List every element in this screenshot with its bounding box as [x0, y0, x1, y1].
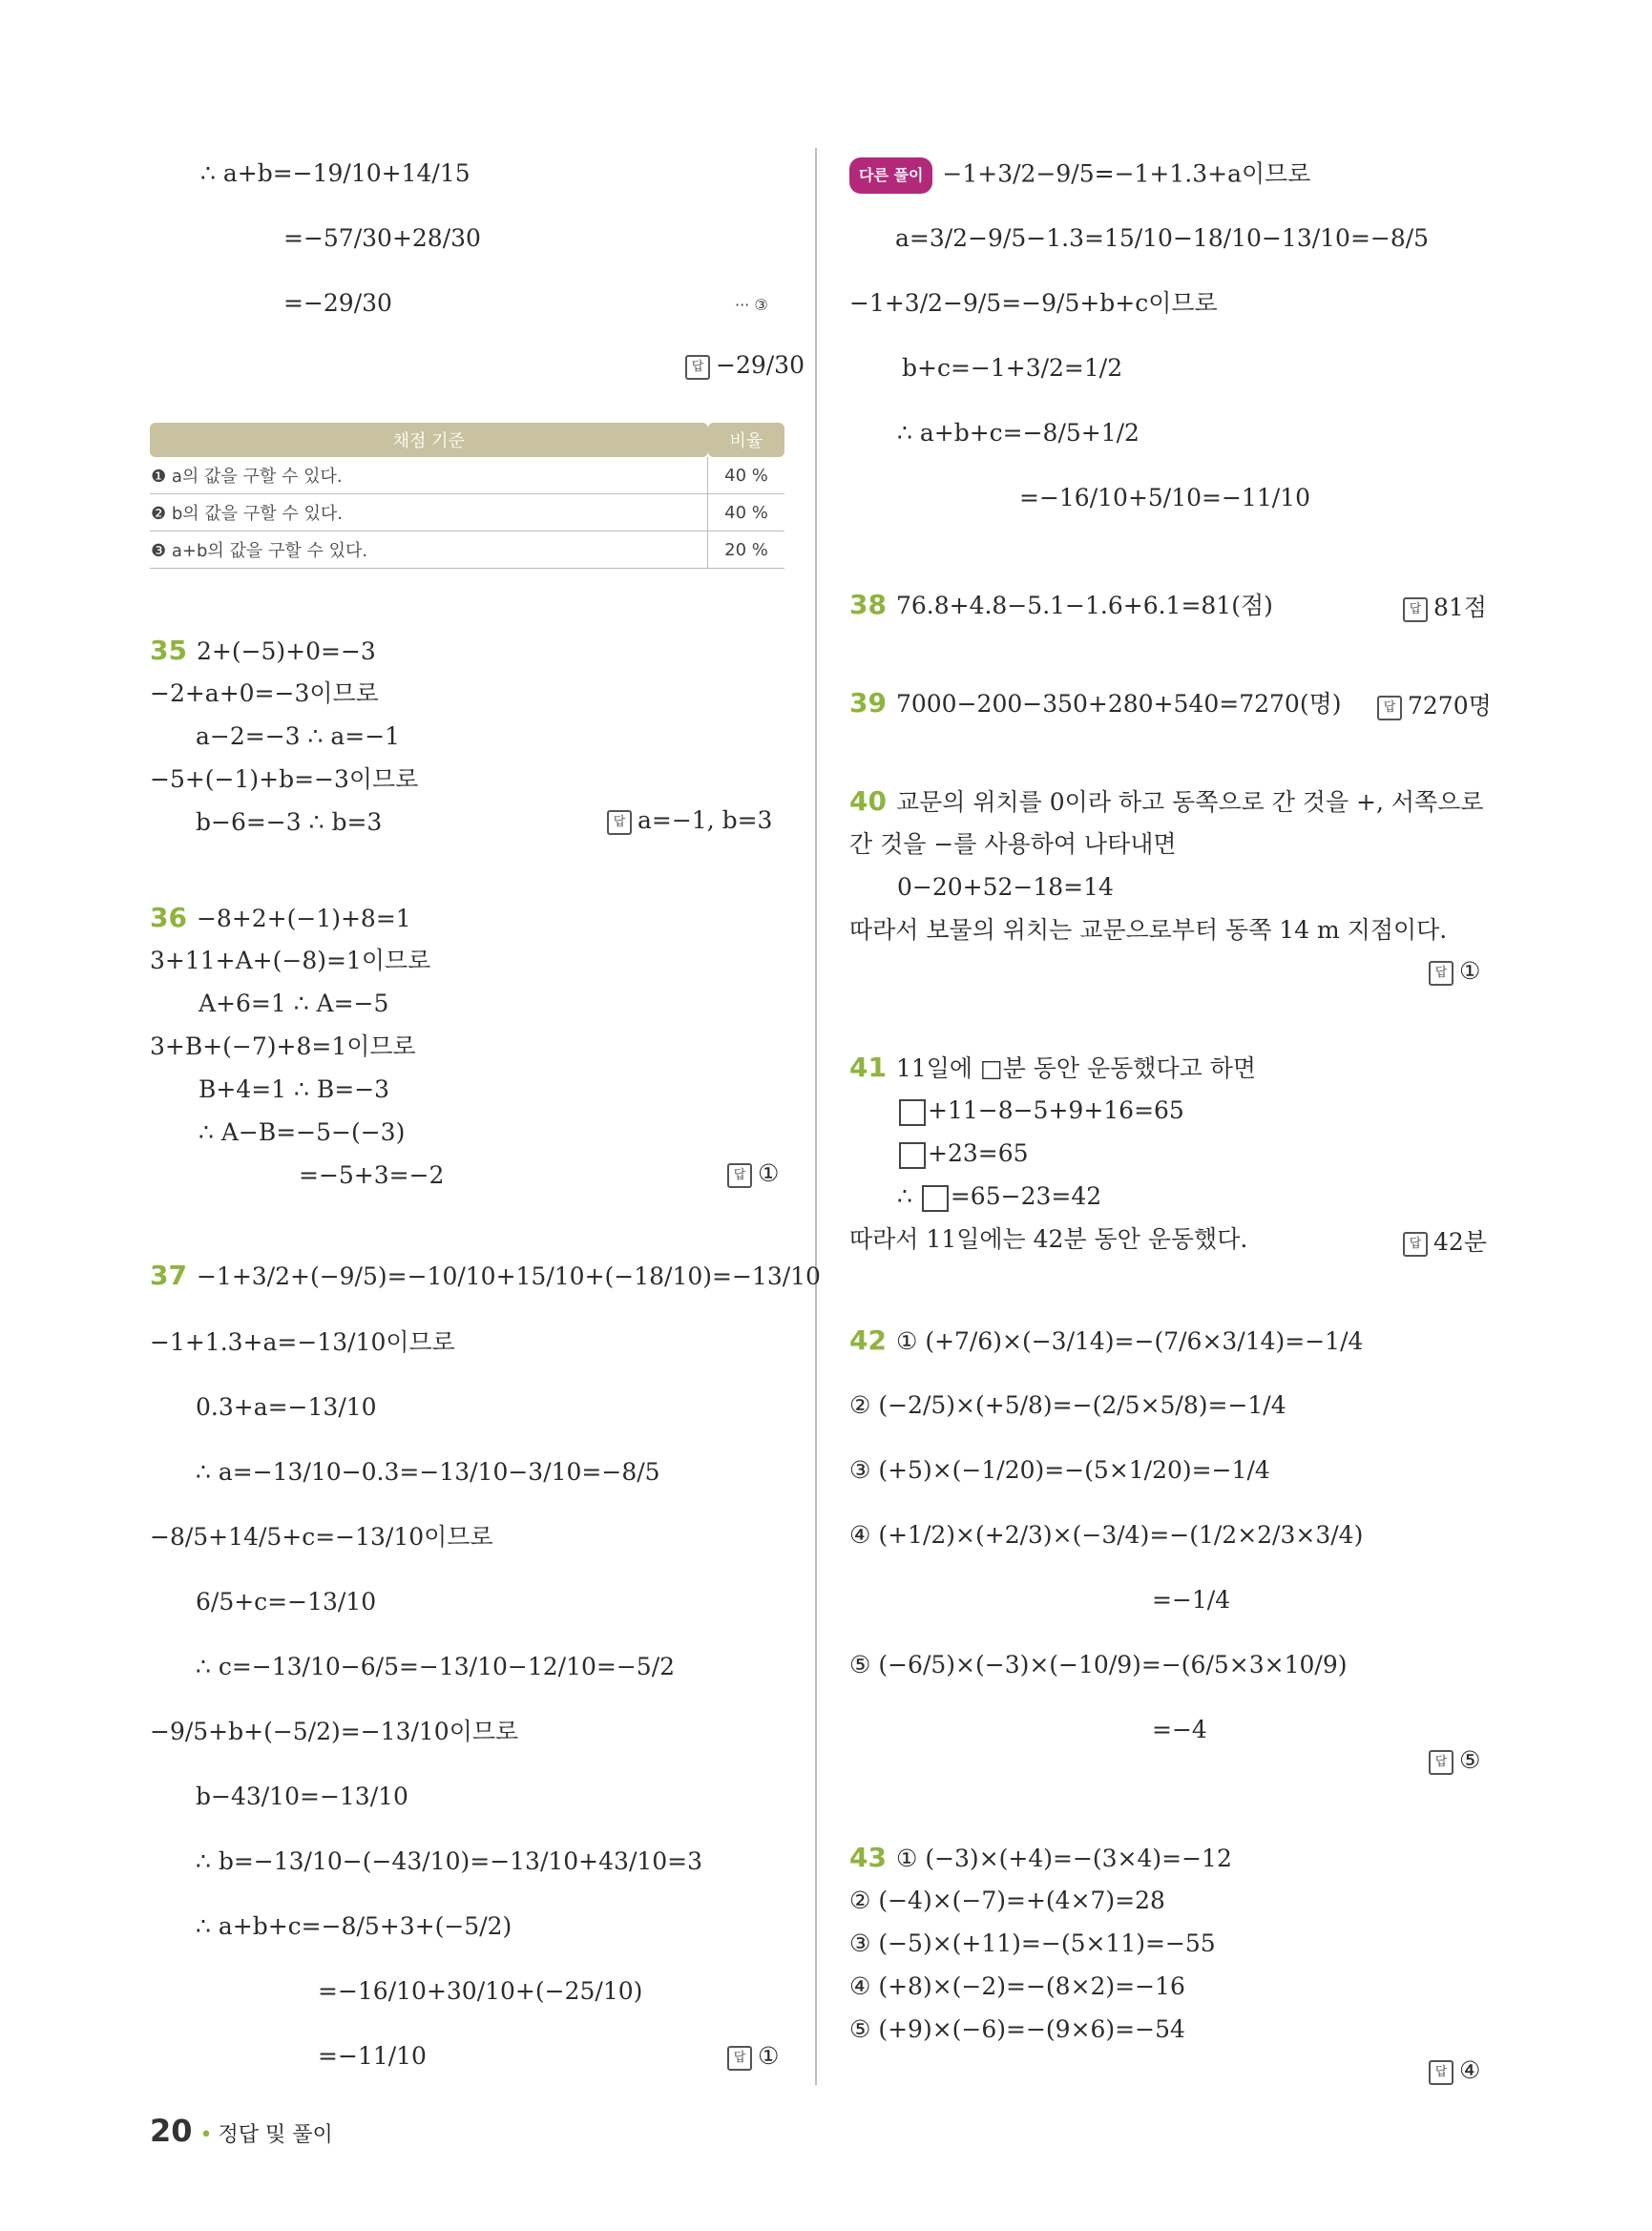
line-text: +11−8−5+9+16=65: [928, 1096, 1184, 1124]
answer-icon: 답: [685, 355, 710, 380]
answer-41: [1403, 1223, 1487, 1258]
line-text: ∴: [897, 1182, 920, 1210]
step-marker: ··· ③: [735, 296, 768, 314]
problem-36-line-3: A+6=1 ∴ A=−5: [199, 990, 389, 1017]
answer-icon: 답: [1429, 961, 1453, 986]
problem-42-line-6: ⑤ (−6/5)×(−3)×(−10/9)=−(6/5×3×10/9): [849, 1651, 1348, 1678]
line-text: 2+(−5)+0=−3: [196, 637, 376, 665]
answer-value: ④: [1459, 2056, 1481, 2084]
problem-number: 39: [849, 687, 887, 719]
criteria-text: a의 값을 구할 수 있다.: [171, 467, 343, 487]
problem-35-line-3: a−2=−3 ∴ a=−1: [196, 722, 401, 750]
alt-solution-line-2: a=3/2−9/5−1.3=15/10−18/10−13/10=−8/5: [895, 224, 1430, 252]
answer-icon: 답: [1403, 1232, 1428, 1257]
problem-37-line-13: =−11/10: [318, 2042, 427, 2070]
problem-41-line-5: 따라서 11일에는 42분 동안 운동했다.: [849, 1225, 1248, 1253]
problem-37-line-12: =−16/10+30/10+(−25/10): [318, 1977, 643, 2005]
problem-number: 37: [150, 1260, 187, 1291]
criteria-text: b의 값을 구할 수 있다.: [171, 504, 344, 524]
answer-value: a=−1, b=3: [638, 806, 773, 834]
scoring-table: [150, 423, 784, 569]
step-number-icon: ❸: [151, 541, 167, 561]
criteria-text: a+b의 값을 구할 수 있다.: [171, 541, 368, 561]
problem-36-line-1: [150, 902, 411, 935]
line-text: −1+3/2−9/5=−1+1.3+a이므로: [942, 159, 1311, 188]
answer-value: ①: [758, 2042, 780, 2070]
answer-top: [685, 351, 805, 380]
problem-43-line-5: ⑤ (+9)×(−6)=−(9×6)=−54: [849, 2015, 1185, 2043]
page-footer: [150, 2113, 333, 2149]
line-text: −8+2+(−1)+8=1: [196, 905, 411, 932]
page-number: 20: [150, 2113, 193, 2149]
alt-solution-badge: 다른 풀이: [849, 157, 932, 194]
line-text: 76.8+4.8−5.1−1.6+6.1=81(점): [895, 592, 1273, 619]
scoring-header-criteria: 채점 기준: [150, 423, 708, 457]
alt-solution-line-4: b+c=−1+3/2=1/2: [902, 354, 1123, 382]
problem-37-line-2: −1+1.3+a=−13/10이므로: [150, 1328, 455, 1356]
blank-box: [899, 1142, 926, 1169]
answer-value: ①: [758, 1159, 780, 1187]
problem-36-line-7: =−5+3=−2: [299, 1161, 445, 1189]
line-text: 7000−200−350+280+540=7270(명): [895, 690, 1342, 718]
answer-icon: 답: [727, 2046, 752, 2071]
problem-37-line-8: −9/5+b+(−5/2)=−13/10이므로: [150, 1718, 519, 1745]
blank-box: [922, 1185, 949, 1212]
problem-37-line-5: −8/5+14/5+c=−13/10이므로: [150, 1523, 493, 1551]
alt-solution-line-3: −1+3/2−9/5=−9/5+b+c이므로: [849, 289, 1218, 317]
problem-39: [849, 687, 1341, 720]
problem-41-line-4: [897, 1180, 1101, 1213]
alt-solution-line-6: =−16/10+5/10=−11/10: [1019, 484, 1310, 511]
problem-42-line-3: ③ (+5)×(−1/20)=−(5×1/20)=−1/4: [849, 1456, 1270, 1484]
rate-cell: 40 %: [708, 457, 785, 494]
problem-38: [849, 589, 1273, 622]
answer-value: 42분: [1433, 1228, 1487, 1256]
problem-number: 38: [849, 589, 887, 620]
answer-40: [1429, 957, 1480, 986]
answer-icon: 답: [1403, 597, 1428, 622]
problem-41-line-1: [849, 1052, 1256, 1085]
problem-42-line-5: =−1/4: [1152, 1586, 1231, 1614]
problem-43-line-4: ④ (+8)×(−2)=−(8×2)=−16: [849, 1972, 1185, 2000]
problem-number: 41: [849, 1052, 887, 1083]
answer-icon: 답: [1429, 1750, 1453, 1775]
problem-35-line-5: b−6=−3 ∴ b=3: [196, 808, 383, 836]
problem-number: 36: [150, 902, 187, 933]
step-number-icon: ❷: [151, 504, 167, 524]
alt-solution-line-1: [849, 157, 1310, 194]
problem-40-line-4: 따라서 보물의 위치는 교문으로부터 동쪽 14 m 지점이다.: [849, 916, 1448, 944]
problem-40-line-3: 0−20+52−18=14: [897, 873, 1114, 901]
problem-40-line-2: 간 것을 −를 사용하여 나타내면: [849, 830, 1177, 858]
problem-40-line-1: [849, 785, 1484, 819]
answer-value: ⑤: [1459, 1746, 1481, 1774]
table-row: [150, 494, 784, 532]
line-text: 11일에 □분 동안 운동했다고 하면: [895, 1054, 1256, 1082]
answer-37: [727, 2042, 779, 2071]
problem-43-line-1: [849, 1842, 1232, 1875]
problem-36-line-2: 3+11+A+(−8)=1이므로: [150, 947, 431, 974]
scoring-header-rate: 비율: [708, 423, 785, 457]
answer-36: [727, 1159, 779, 1188]
problem-37-line-1: [150, 1260, 821, 1293]
left-top-line-3: =−29/30: [283, 289, 392, 317]
problem-37-line-10: ∴ b=−13/10−(−43/10)=−13/10+43/10=3: [196, 1847, 703, 1875]
answer-38: [1403, 589, 1487, 623]
problem-42-line-4: ④ (+1/2)×(+2/3)×(−3/4)=−(1/2×2/3×3/4): [849, 1521, 1364, 1549]
problem-number: 43: [849, 1842, 887, 1873]
problem-37-line-3: 0.3+a=−13/10: [196, 1393, 377, 1421]
problem-number: 42: [849, 1324, 887, 1356]
problem-36-line-5: B+4=1 ∴ B=−3: [199, 1075, 390, 1103]
line-text: 교문의 위치를 0이라 하고 동쪽으로 간 것을 +, 서쪽으로: [895, 788, 1484, 816]
problem-36-line-4: 3+B+(−7)+8=1이므로: [150, 1032, 416, 1060]
left-top-line-1: ∴ a+b=−19/10+14/15: [200, 159, 471, 187]
table-row: [150, 532, 784, 569]
answer-42: [1429, 1746, 1480, 1775]
answer-39: [1377, 687, 1492, 721]
answer-icon: 답: [1377, 696, 1402, 720]
blank-box: [899, 1099, 926, 1126]
answer-35: [607, 806, 772, 835]
rate-cell: 40 %: [708, 494, 785, 532]
problem-37-line-6: 6/5+c=−13/10: [196, 1588, 377, 1616]
problem-36-line-6: ∴ A−B=−5−(−3): [199, 1118, 406, 1146]
problem-42-line-7: =−4: [1152, 1716, 1207, 1743]
problem-43-line-2: ② (−4)×(−7)=+(4×7)=28: [849, 1887, 1165, 1914]
problem-43-line-3: ③ (−5)×(+11)=−(5×11)=−55: [849, 1929, 1216, 1957]
problem-number: 40: [849, 785, 887, 817]
problem-35-line-1: [150, 635, 376, 668]
problem-37-line-11: ∴ a+b+c=−8/5+3+(−5/2): [196, 1912, 512, 1940]
problem-41-line-2: [897, 1095, 1184, 1127]
column-divider: [815, 148, 817, 2085]
line-text: =65−23=42: [950, 1182, 1102, 1210]
line-text: ① (+7/6)×(−3/14)=−(7/6×3/14)=−1/4: [895, 1327, 1364, 1355]
problem-41-line-3: [897, 1137, 1029, 1170]
table-row: [150, 457, 784, 494]
problem-number: 35: [150, 635, 187, 666]
answer-value: ①: [1459, 957, 1481, 985]
answer-icon: 답: [607, 810, 632, 835]
answer-icon: 답: [1429, 2060, 1453, 2085]
footer-title: 정답 및 풀이: [218, 2123, 333, 2147]
rate-cell: 20 %: [708, 532, 785, 569]
problem-35-line-2: −2+a+0=−3이므로: [150, 679, 379, 707]
line-text: −1+3/2+(−9/5)=−10/10+15/10+(−18/10)=−13/10: [196, 1262, 821, 1290]
answer-43: [1429, 2056, 1480, 2085]
left-top-line-2: =−57/30+28/30: [283, 224, 481, 252]
answer-top-value: −29/30: [716, 351, 805, 379]
alt-solution-line-5: ∴ a+b+c=−8/5+1/2: [897, 419, 1140, 447]
problem-37-line-4: ∴ a=−13/10−0.3=−13/10−3/10=−8/5: [196, 1458, 660, 1486]
problem-37-line-7: ∴ c=−13/10−6/5=−13/10−12/10=−5/2: [196, 1653, 676, 1680]
problem-37-line-9: b−43/10=−13/10: [196, 1783, 408, 1810]
step-number-icon: ❶: [151, 467, 167, 487]
problem-42-line-2: ② (−2/5)×(+5/8)=−(2/5×5/8)=−1/4: [849, 1391, 1286, 1419]
line-text: ① (−3)×(+4)=−(3×4)=−12: [895, 1845, 1232, 1872]
answer-value: 81점: [1433, 594, 1487, 621]
problem-35-line-4: −5+(−1)+b=−3이므로: [150, 765, 419, 793]
problem-42-line-1: [849, 1324, 1363, 1358]
answer-value: 7270명: [1408, 692, 1492, 719]
answer-icon: 답: [727, 1163, 752, 1188]
line-text: +23=65: [928, 1139, 1029, 1167]
footer-bullet-icon: •: [199, 2123, 213, 2147]
